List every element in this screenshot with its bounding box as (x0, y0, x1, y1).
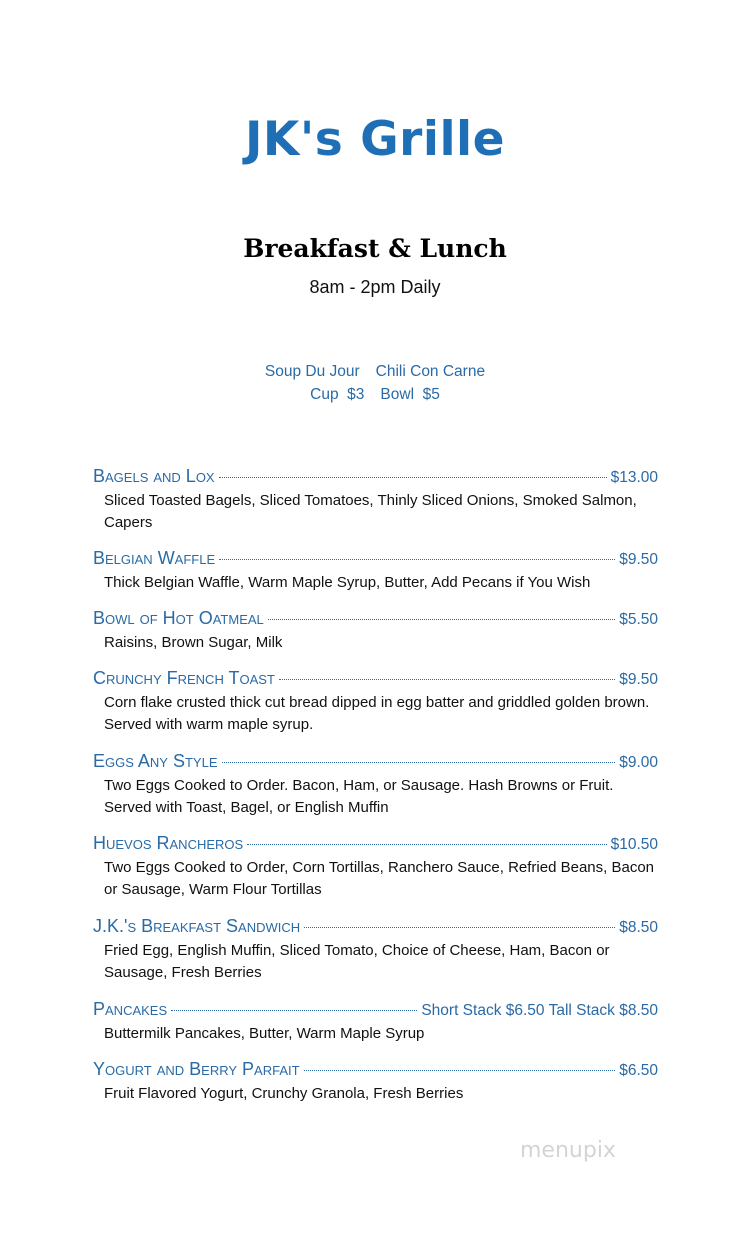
dot-leader (222, 762, 616, 763)
dot-leader (219, 559, 615, 560)
item-price: Short Stack $6.50 Tall Stack $8.50 (421, 1002, 658, 1019)
menu-item (93, 608, 658, 668)
opening-hours: 8am - 2pm Daily (309, 277, 441, 297)
item-price: $9.00 (619, 754, 658, 771)
menu-item (93, 668, 658, 751)
item-description: Fried Egg, English Muffin, Sliced Tomato, Choice of Cheese, Ham, Bacon or Sausage, Fresh Berries (104, 942, 610, 981)
menu-item (93, 916, 658, 999)
cup-price: Cup $3 (310, 386, 365, 403)
item-name: Crunchy French Toast (93, 668, 275, 688)
item-name: Bagels and Lox (93, 466, 215, 486)
menu-item (93, 1059, 658, 1119)
item-description: Sliced Toasted Bagels, Sliced Tomatoes, Thinly Sliced Onions, Smoked Salmon, Capers (104, 492, 637, 531)
restaurant-logo: JK's Grille (244, 112, 506, 167)
dot-leader (304, 1070, 616, 1071)
item-price: $5.50 (619, 611, 658, 628)
item-description: Two Eggs Cooked to Order, Corn Tortillas, Ranchero Sauce, Refried Beans, Bacon or Sausage, Warm Flour Tortillas (104, 859, 655, 898)
item-name: J.K.'s Breakfast Sandwich (93, 916, 301, 936)
item-name: Huevos Rancheros (93, 833, 244, 853)
item-price: $10.50 (610, 836, 658, 853)
item-price: $9.50 (619, 671, 658, 688)
watermark-logo: menupix (520, 1138, 616, 1163)
item-name: Yogurt and Berry Parfait (93, 1059, 300, 1079)
dot-leader (247, 844, 606, 845)
item-name: Belgian Waffle (93, 548, 216, 568)
menu-item (93, 751, 658, 833)
item-price: $13.00 (610, 469, 658, 486)
item-description: Two Eggs Cooked to Order. Bacon, Ham, or Sausage. Hash Browns or Fruit. Served with Toast, Bagel, or English Muffin (104, 777, 614, 816)
dot-leader (304, 927, 615, 928)
dot-leader (268, 619, 615, 620)
dot-leader (279, 679, 615, 680)
soup-section (0, 360, 750, 406)
item-description: Buttermilk Pancakes, Butter, Warm Maple Syrup (104, 1025, 425, 1042)
item-price: $8.50 (619, 919, 658, 936)
item-name: Pancakes (93, 999, 168, 1019)
menu-item (93, 466, 658, 548)
chili-con-carne: Chili Con Carne (375, 363, 486, 380)
item-price: $6.50 (619, 1062, 658, 1079)
dot-leader (219, 477, 607, 478)
menu-list (93, 466, 658, 1119)
bowl-price: Bowl $5 (380, 386, 440, 403)
item-price: $9.50 (619, 551, 658, 568)
menu-title: Breakfast & Lunch (243, 234, 507, 263)
menu-item (93, 833, 658, 916)
item-name: Eggs Any Style (93, 751, 218, 771)
menu-item (93, 548, 658, 608)
item-description: Raisins, Brown Sugar, Milk (104, 634, 283, 651)
item-description: Corn flake crusted thick cut bread dipped in egg batter and griddled golden brown. Served with warm maple syrup. (104, 694, 650, 733)
menu-item (93, 999, 658, 1059)
item-name: Bowl of Hot Oatmeal (93, 608, 264, 628)
item-description: Fruit Flavored Yogurt, Crunchy Granola, Fresh Berries (104, 1085, 464, 1102)
dot-leader (171, 1010, 417, 1011)
item-description: Thick Belgian Waffle, Warm Maple Syrup, Butter, Add Pecans if You Wish (104, 574, 591, 591)
soup-du-jour: Soup Du Jour (264, 363, 360, 380)
